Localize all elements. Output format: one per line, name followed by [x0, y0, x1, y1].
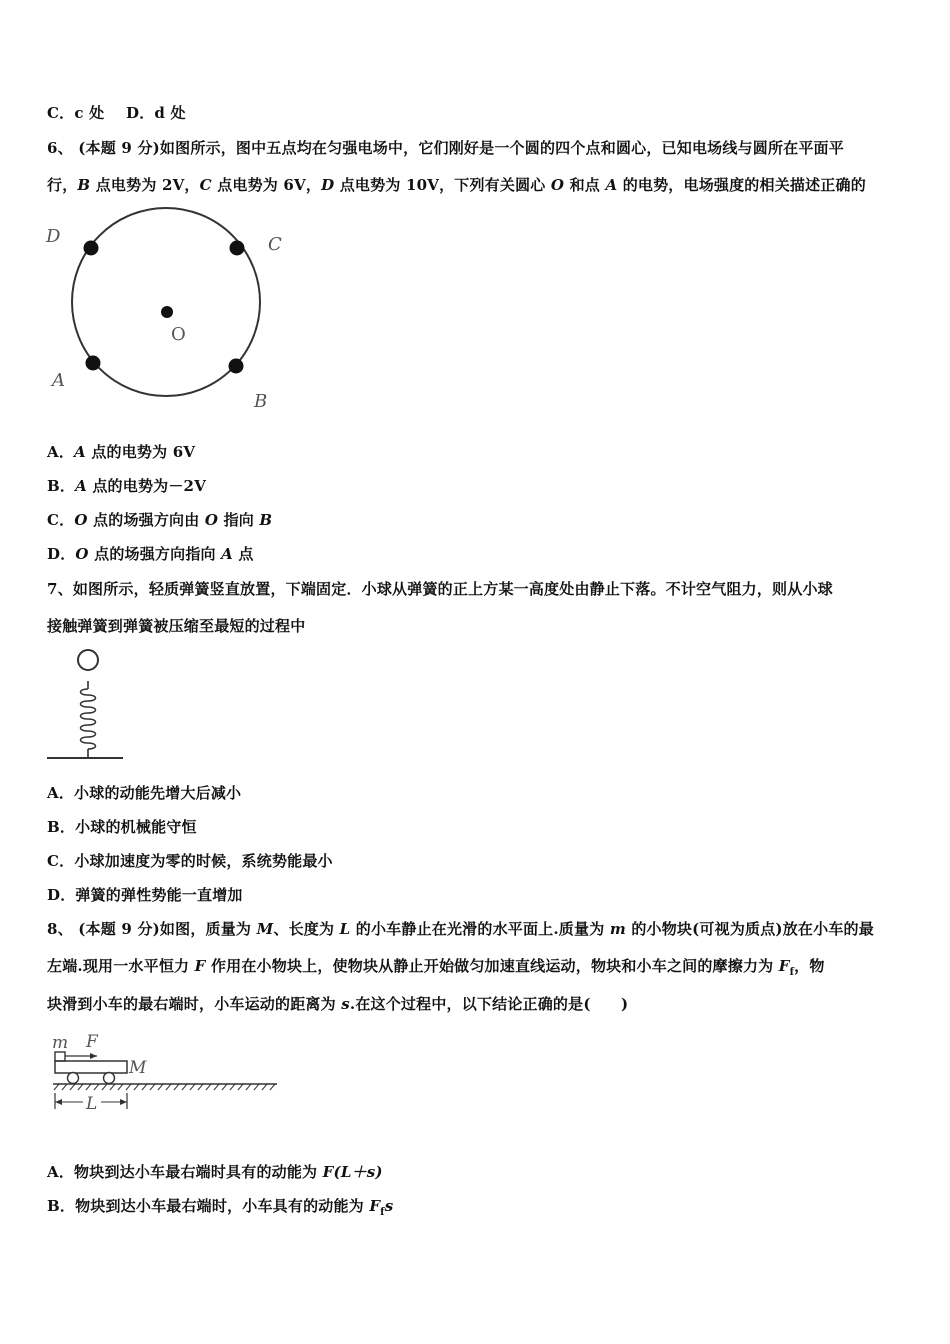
label-M: M [129, 1058, 147, 1078]
label-o: O [171, 324, 186, 345]
q7-option-b: B．小球的机械能守恒 [47, 818, 197, 836]
block-m [55, 1052, 65, 1061]
ball [78, 650, 98, 670]
q7-option-a: A．小球的动能先增大后减小 [47, 784, 242, 802]
point-c [230, 241, 245, 256]
cart-body [55, 1061, 127, 1073]
label-a: A [52, 370, 65, 391]
floor-hatching [54, 1084, 275, 1090]
label-b: B [254, 391, 268, 412]
q5-option-d: D．d 处 [126, 104, 186, 122]
q7-stem-line1: 7、如图所示，轻质弹簧竖直放置，下端固定．小球从弹簧的正上方某一高度处由静止下落。不计空气阻力，则从小球 [47, 580, 833, 598]
label-c: C [268, 234, 282, 255]
point-a [86, 356, 101, 371]
q6-stem-line1: 6、 (本题 9 分)如图所示，图中五点均在匀强电场中，它们刚好是一个圆的四个点和圆心，已知电场线与圆所在平面平 [47, 139, 844, 157]
wheel-left [68, 1073, 79, 1084]
q7-spring-figure [45, 645, 130, 765]
q8-stem-line2: 左端.现用一水平恒力 F 作用在小物块上，使物块从静止开始做匀加速直线运动，物块和小车之间的摩擦力为 $F_f$，物 [47, 957, 825, 978]
label-m: m [52, 1033, 69, 1053]
point-o [161, 306, 173, 318]
point-d [84, 241, 99, 256]
q5-options-cd [47, 102, 186, 123]
wheel-right [104, 1073, 115, 1084]
q5-option-c: C．c 处 [47, 104, 105, 122]
dim-arrow-left [55, 1099, 62, 1105]
label-L: L [86, 1094, 98, 1114]
q6-option-c: C．O 点的场强方向由 O 指向 B [47, 511, 273, 529]
spring-coil [81, 689, 96, 749]
dim-arrow-right [120, 1099, 127, 1105]
q6-option-d: D．O 点的场强方向指向 A 点 [47, 545, 254, 563]
q8-cart-figure [45, 1030, 285, 1115]
q7-stem-line2: 接触弹簧到弹簧被压缩至最短的过程中 [47, 617, 306, 635]
q7-option-d: D．弹簧的弹性势能一直增加 [47, 886, 243, 904]
label-d: D [46, 226, 61, 247]
force-arrowhead [90, 1053, 97, 1059]
q8-option-b: B．物块到达小车最右端时，小车具有的动能为 $F_fs$ [47, 1197, 394, 1218]
label-f: F [86, 1032, 98, 1052]
q8-option-a: A．物块到达小车最右端时具有的动能为 F(L＋s) [47, 1163, 383, 1181]
q6-stem-line2: 行，B 点电势为 2V，C 点电势为 6V，D 点电势为 10V，下列有关圆心 O 和点 A 的电势，电场强度的相关描述正确的 [47, 176, 866, 194]
q7-option-c: C．小球加速度为零的时候，系统势能最小 [47, 852, 333, 870]
q8-stem-line1: 8、 (本题 9 分)如图，质量为 M、长度为 L 的小车静止在光滑的水平面上.质量为 m 的小物块(可视为质点)放在小车的最 [47, 920, 874, 938]
q6-circle-figure [40, 205, 300, 420]
point-b [229, 359, 244, 374]
q8-stem-line3: 块滑到小车的最右端时，小车运动的距离为 s.在这个过程中，以下结论正确的是( ) [47, 995, 629, 1013]
q6-option-b: B．A 点的电势为－2V [47, 477, 207, 495]
q6-option-a: A．A 点的电势为 6V [47, 443, 196, 461]
